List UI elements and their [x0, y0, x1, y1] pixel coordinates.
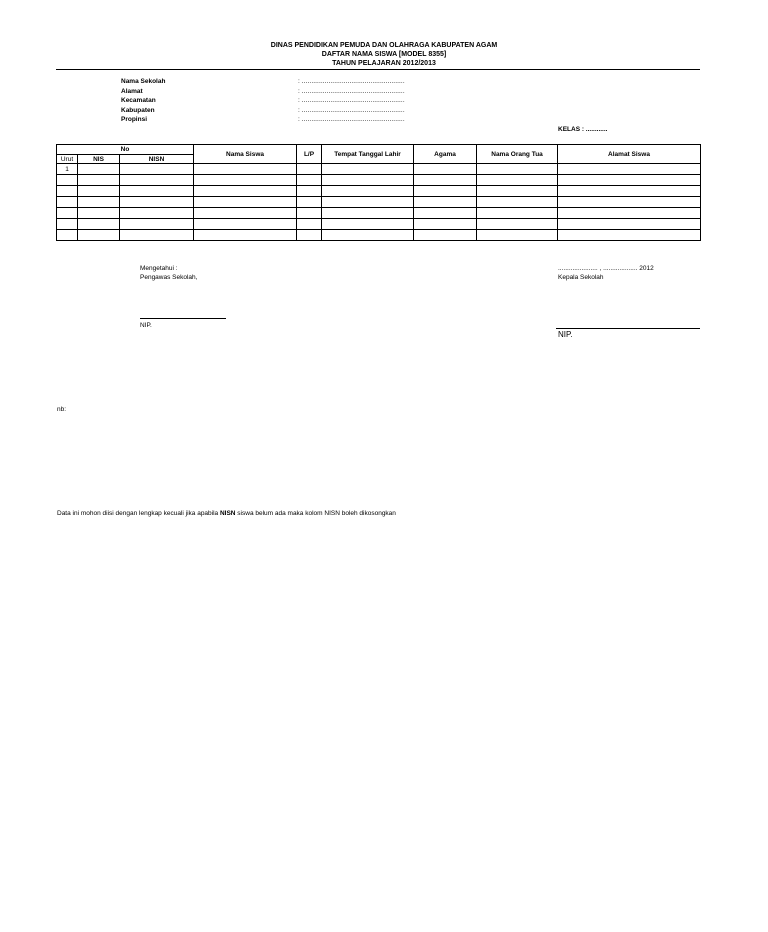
table-cell	[194, 230, 297, 241]
header-agama: Agama	[414, 145, 477, 164]
table-cell	[57, 219, 78, 230]
pengawas-label: Pengawas Sekolah,	[140, 274, 198, 281]
table-cell	[57, 186, 78, 197]
table-cell	[78, 164, 120, 175]
value-nama-sekolah: : ......................................................	[298, 78, 405, 85]
pengawas-nip: NIP.	[140, 322, 152, 329]
value-kecamatan: : ......................................................	[298, 97, 405, 104]
label-kecamatan: Kecamatan	[121, 97, 156, 104]
footnote	[57, 509, 396, 518]
table-cell	[477, 175, 558, 186]
table-cell	[322, 175, 414, 186]
table-cell	[414, 208, 477, 219]
kelas-label: KELAS : ............	[558, 126, 608, 133]
table-cell	[78, 230, 120, 241]
student-table	[56, 144, 701, 241]
table-cell	[322, 197, 414, 208]
table-cell	[558, 186, 701, 197]
table-cell	[120, 230, 194, 241]
table-cell	[558, 230, 701, 241]
table-cell	[120, 219, 194, 230]
kepala-label: Kepala Sekolah	[558, 274, 604, 281]
table-row	[57, 164, 701, 175]
header-nama-orang-tua: Nama Orang Tua	[477, 145, 558, 164]
table-cell	[477, 208, 558, 219]
place-date: ...................... , ................... 2012	[558, 265, 654, 272]
table-cell	[477, 164, 558, 175]
table-cell	[78, 186, 120, 197]
table-row	[57, 219, 701, 230]
table-cell	[194, 175, 297, 186]
table-cell	[414, 219, 477, 230]
table-cell	[414, 230, 477, 241]
table-cell	[78, 175, 120, 186]
table-cell	[194, 208, 297, 219]
table-cell	[78, 197, 120, 208]
table-cell	[558, 175, 701, 186]
table-cell	[120, 186, 194, 197]
table-cell	[297, 197, 322, 208]
table-cell	[194, 186, 297, 197]
header-nis: NIS	[78, 155, 120, 164]
table-cell	[297, 219, 322, 230]
table-cell	[414, 175, 477, 186]
label-alamat: Alamat	[121, 87, 143, 95]
table-cell	[297, 175, 322, 186]
table-cell	[297, 208, 322, 219]
label-kabupaten: Kabupaten	[121, 106, 155, 114]
table-cell	[558, 197, 701, 208]
header-no: No	[57, 145, 194, 155]
table-row	[57, 197, 701, 208]
table-cell	[322, 230, 414, 241]
table-cell	[57, 230, 78, 241]
table-cell	[558, 219, 701, 230]
label-propinsi: Propinsi	[121, 116, 148, 123]
pengawas-signature-line	[140, 318, 226, 319]
table-cell	[297, 230, 322, 241]
header-nama-siswa: Nama Siswa	[194, 145, 297, 164]
header-nisn: NISN	[120, 155, 194, 164]
table-cell	[194, 164, 297, 175]
table-cell	[194, 197, 297, 208]
header-line-3: TAHUN PELAJARAN 2012/2013	[332, 60, 436, 67]
table-cell	[477, 186, 558, 197]
table-cell	[414, 164, 477, 175]
header-rule	[56, 69, 700, 70]
kepala-signature-line	[556, 328, 700, 329]
table-cell	[322, 186, 414, 197]
table-row	[57, 208, 701, 219]
table-cell	[57, 208, 78, 219]
table-cell	[120, 164, 194, 175]
table-cell	[120, 197, 194, 208]
footnote-text-start: Data ini mohon diisi dengan lengkap kecuali jika apabila	[57, 510, 220, 517]
mengetahui-label: Mengetahui :	[140, 265, 178, 272]
nb-label: nb:	[57, 406, 67, 413]
header-lp: L/P	[297, 145, 322, 164]
table-cell	[322, 208, 414, 219]
table-cell	[57, 175, 78, 186]
table-cell	[297, 186, 322, 197]
table-cell	[57, 197, 78, 208]
table-cell	[120, 208, 194, 219]
table-cell	[477, 219, 558, 230]
table-cell	[558, 164, 701, 175]
table-cell	[477, 197, 558, 208]
table-cell	[120, 175, 194, 186]
header-alamat-siswa: Alamat Siswa	[558, 145, 701, 164]
footnote-text-end: siswa belum ada maka kolom NISN boleh dikosongkan	[235, 510, 396, 517]
label-nama-sekolah: Nama Sekolah	[121, 78, 166, 85]
value-alamat: : ......................................................	[298, 87, 405, 95]
table-cell	[322, 219, 414, 230]
kepala-nip: NIP.	[558, 330, 573, 339]
value-kabupaten: : ......................................................	[298, 106, 405, 114]
header-line-2: DAFTAR NAMA SISWA [MODEL 8355]	[321, 51, 447, 58]
table-cell	[558, 208, 701, 219]
header-tempat-tanggal-lahir: Tempat Tanggal Lahir	[322, 145, 414, 164]
table-cell	[322, 164, 414, 175]
table-cell	[194, 219, 297, 230]
table-row	[57, 186, 701, 197]
header-line-1: DINAS PENDIDIKAN PEMUDA DAN OLAHRAGA KABUPATEN AGAM	[270, 42, 498, 49]
value-propinsi: : ......................................................	[298, 116, 405, 123]
row-number: 1	[57, 164, 78, 175]
table-row	[57, 175, 701, 186]
table-cell	[477, 230, 558, 241]
table-cell	[297, 164, 322, 175]
table-cell	[78, 208, 120, 219]
table-cell	[78, 219, 120, 230]
table-cell	[414, 186, 477, 197]
table-cell	[414, 197, 477, 208]
table-row	[57, 230, 701, 241]
footnote-nisn-bold: NISN	[219, 510, 236, 517]
header-urut: Urut	[57, 155, 78, 164]
